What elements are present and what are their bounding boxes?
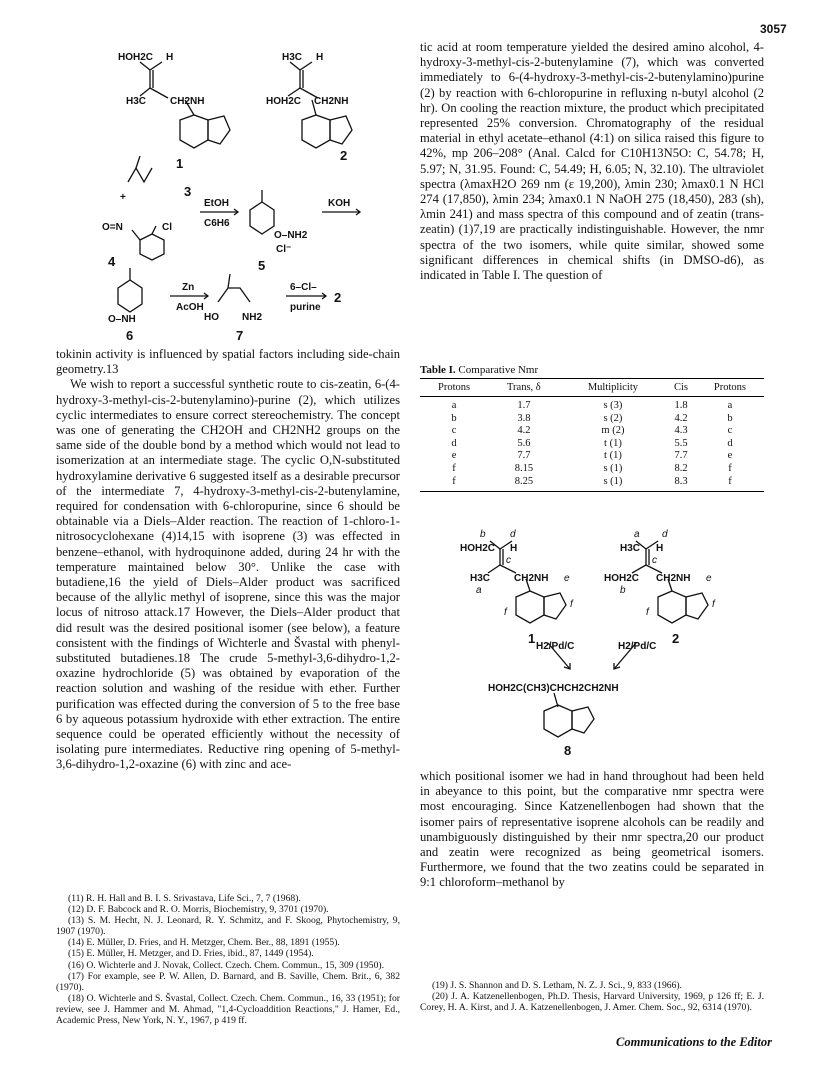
header-protons: Protons [420, 379, 488, 397]
label-h3c-2: H3C [620, 543, 641, 554]
reference: (20) J. A. Katzenellenbogen, Ph.D. Thesis, Harvard University, 1969, p 126 ff; E. J. Corey, H. A. Kirst, and J. A. Katzenellenbogen, J. Amer. Chem. Soc., 92, 6314 (1970). [420, 991, 764, 1014]
proton-letter: d [510, 529, 516, 540]
cell: 1.8 [674, 400, 688, 411]
label-zn: Zn [182, 282, 195, 293]
label-o-nh: O–NH [108, 314, 136, 325]
label-nh2: NH2 [242, 312, 263, 323]
proton-letter: c [652, 555, 657, 566]
compound-label-1: 1 [176, 156, 184, 171]
page-number: 3057 [760, 22, 787, 36]
cell: e [451, 450, 457, 462]
compound-label-7: 7 [236, 328, 244, 343]
proton-letter: d [662, 529, 668, 540]
header-cis: Cis [666, 379, 696, 397]
cell: c [451, 425, 457, 437]
paragraph: which positional isomer we had in hand throughout had been held in abeyance to this point, but the comparative nmr spectra were most encouraging. Since Katzenellenbogen had shown that the isomer pairs of representative isoprene alcohols can be readily and unambiguously distinguished by their nmr spectra,20 our product and zeatin were recognized as being geometrical isomers. Furthermore, we found that the two zeatins could be separated in 9:1 chloroform–methanol by [420, 769, 764, 890]
cell: f [452, 475, 456, 487]
header-multiplicity: Multiplicity [560, 379, 666, 397]
table-row [420, 450, 764, 463]
cell: b [451, 412, 457, 424]
paragraph: We wish to report a successful synthetic route to cis-zeatin, 6-(4-hydroxy-3-methyl-cis-2-butenylamino)-purine (2), which utilizes cyclic intermediates to ensure correct stereochemistry. The concept was one of generating the CH2OH and CH2NH2 groups on the same side of the double bond by a method which would not lead to isomerization at an intermediate stage. The cyclic O,N-substituted hydroxylamine derivative 6 suggested itself as a desirable precursor of the intermediate 7, 4-hydroxy-3-methyl-cis-2-butenylamine, required for condensation with 6-chloropurine, since 6 should be obtainable via a Diels–Alder reaction. The reaction of 1-chloro-1-nitrosocyclohexane (4)14,15 with isoprene (3) was effected in benzene–ethanol, with hydroquinone added, during 24 hr with the temperature maintained below 30°. Unlike the case with butadiene,16 the yield of Diels–Alder product was sacrificed because of the allylic methyl of isoprene, since this was the major locus of nitroso attack.17 However, the Diels–Alder product that did result was the desired positional isomer (see below), a feature consistent with the findings of Wichterle and Švastal with phenyl-substituted butadienes.18 The crude 5-methyl-3,6-dihydro-1,2-oxazine hydrochloride (5) was obtained by evaporation of the reaction solution and washing of the residue with ether. Further purification was effected during the conversion of 5 to the free base 6 by aqueous potassium hydroxide with ether extraction. The entire sequence could be operated efficiently without the necessity of isolating pure intermediates. Reductive ring opening of 5-methyl-3,6-dihydro-1,2-oxazine (6) with zinc and ace- [56, 377, 400, 772]
paragraph: tokinin activity is influenced by spatial factors including side-chain geometry.13 [56, 347, 400, 377]
label-6-cl: 6–Cl– [290, 282, 317, 293]
references-left [56, 893, 400, 1026]
right-column-bottom [420, 769, 764, 891]
proton-letter: c [506, 555, 511, 566]
cell: 7.7 [517, 450, 531, 462]
label-hoh2c: HOH2C [460, 543, 496, 554]
table-caption-label: Table I. [420, 364, 456, 376]
compound-label-6: 6 [126, 328, 134, 343]
proton-letter: f [570, 599, 573, 610]
cell: t (1) [604, 450, 622, 462]
table-caption-text: Comparative Nmr [458, 364, 539, 376]
reference: (13) S. M. Hecht, N. J. Leonard, R. Y. Schmitz, and F. Skoog, Phytochemistry, 9, 1907 (1970). [56, 915, 400, 938]
label-h2-pd-c: H2/Pd/C [536, 641, 575, 652]
table-caption [420, 364, 538, 376]
cell: 5.6 [517, 437, 531, 449]
label-cl-minus: Cl⁻ [276, 244, 292, 255]
label-ch2nh: CH2NH [514, 573, 549, 584]
compound-label-2: 2 [672, 631, 680, 646]
label-purine: purine [290, 302, 321, 313]
proton-letter: a [476, 585, 482, 596]
table-row [420, 413, 764, 426]
cell: 4.2 [674, 412, 688, 424]
cell: 8.2 [674, 462, 688, 474]
compound-label-8: 8 [564, 743, 572, 758]
cell: 4.2 [517, 425, 531, 437]
label-h2-pd-c-2: H2/Pd/C [618, 641, 657, 652]
proton-letter: b [620, 585, 626, 596]
reference: (12) D. F. Babcock and R. O. Morris, Biochemistry, 9, 3701 (1970). [68, 904, 329, 916]
cell: t (1) [604, 437, 622, 449]
proton-letter: f [646, 607, 649, 618]
compound-label-4: 4 [108, 254, 116, 269]
cell: b [727, 412, 733, 424]
proton-letter: f [712, 599, 715, 610]
proton-letter: a [634, 529, 640, 540]
reference: (14) E. Müller, D. Fries, and H. Metzger, Chem. Ber., 88, 1891 (1955). [68, 937, 340, 949]
label-h: H [166, 52, 174, 63]
left-column-body [56, 347, 400, 773]
label-hoh2c: HOH2C [118, 52, 154, 63]
cell: f [728, 462, 732, 474]
label-h: H [510, 543, 518, 554]
label-c6h6: C6H6 [204, 218, 230, 229]
compound-label-3: 3 [184, 184, 192, 199]
cell: f [728, 475, 732, 487]
paragraph: tic acid at room temperature yielded the desired amino alcohol, 4-hydroxy-3-methyl-cis-2-butenylamine (7), which was converted immediately to 6-(4-hydroxy-3-methyl-cis-2-butenylamino)purine (2) by reaction with 6-chloropurine in refluxing n-butyl alcohol (2 hr). On cooling the reaction mixture, the product which precipitated represented 25% conversion. Chromatography of the residual material in ethyl acetate–ethanol (4:1) on silica raised this figure to 42%, mp 206–208° (Anal. Calcd for C10H13N5O: C, 54.78; H, 5.97; N, 31.95. Found: C, 54.49; H, 6.05; N, 32.10). The ultraviolet spectra (λmaxH2O 269 nm (ε 19,200), λmin 230; λmax0.1 N HCl 274 (17,850), λmin 234; λmax0.1 N NaOH 275 (18,450), 283 (sh), λmin 241) and mass spectra of this compound and of zeatin (trans-zeatin) (1)7,19 are practically indistinguishable. However, the nmr spectra of the two isomers, while quite similar, showed some significant differences in chemical shifts (in DMSO-d6), as indicated in Table I. The question of [420, 40, 764, 283]
label-etoh: EtOH [204, 198, 229, 209]
label-ch2nh-2: CH2NH [314, 96, 349, 107]
table-row [420, 476, 764, 492]
compound-label-2b: 2 [334, 290, 342, 305]
label-ho: HO [204, 312, 219, 323]
table-row [420, 463, 764, 476]
label-h-2: H [316, 52, 324, 63]
references-right [420, 980, 764, 1013]
cell: 7.7 [674, 450, 688, 462]
cell: d [451, 437, 457, 449]
proton-letter: e [564, 573, 570, 584]
cell: m (2) [601, 425, 625, 437]
cell: s (1) [603, 462, 623, 474]
label-h3c: H3C [126, 96, 147, 107]
cell: s (1) [603, 475, 623, 487]
cell: 4.3 [674, 425, 688, 437]
plus-sign: + [120, 192, 126, 203]
proton-letter: f [504, 607, 507, 618]
label-o-nh2: O–NH2 [274, 230, 308, 241]
label-ch2nh-2: CH2NH [656, 573, 691, 584]
cell: 8.15 [514, 462, 534, 474]
reference: (18) O. Wichterle and S. Švastal, Collect. Czech. Chem. Commun., 16, 33 (1951); for review, see J. Hammer and M. Ahmad, "1,4-Cycloaddition Reactions," J. Hamer, Ed., Academic Press, New York, N. Y., 1967, p 419 ff. [56, 992, 400, 1027]
header-protons-2: Protons [696, 379, 764, 397]
cell: c [727, 425, 733, 437]
label-cl: Cl [162, 222, 172, 233]
table-header-row [420, 379, 764, 397]
cell: s (2) [603, 412, 623, 424]
right-column-top [420, 40, 764, 283]
label-o-n: O=N [102, 222, 123, 233]
hydrogenation-scheme [420, 515, 764, 760]
header-trans: Trans, δ [488, 379, 560, 397]
table-row [420, 438, 764, 451]
reference: (11) R. H. Hall and B. I. S. Srivastava, Life Sci., 7, 7 (1968). [68, 893, 301, 904]
label-hoh2c-2: HOH2C [604, 573, 640, 584]
proton-letter: b [480, 529, 486, 540]
cell: 8.3 [674, 475, 688, 487]
cell: a [451, 400, 457, 411]
compound-label-5: 5 [258, 258, 266, 273]
label-h3c-2: H3C [282, 52, 303, 63]
label-hoh2c-2: HOH2C [266, 96, 302, 107]
cell: s (3) [603, 400, 623, 411]
cell: f [452, 462, 456, 474]
reference: (19) J. S. Shannon and D. S. Letham, N. Z. J. Sci., 9, 833 (1966). [432, 980, 682, 991]
synthesis-scheme [90, 40, 390, 345]
cell: 3.8 [517, 412, 531, 424]
label-ch2nh: CH2NH [170, 96, 205, 107]
label-acoh: AcOH [176, 302, 204, 313]
reference: (15) E. Müller, H. Metzger, and D. Fries, ibid., 87, 1449 (1954). [68, 948, 314, 960]
journal-section-footer: Communications to the Editor [616, 1035, 772, 1049]
cell: 5.5 [674, 437, 688, 449]
reference: (17) For example, see P. W. Allen, D. Barnard, and B. Saville, Chem. Brit., 6, 382 (1970). [56, 970, 400, 993]
cell: a [727, 400, 733, 411]
compound-label-1: 1 [528, 631, 536, 646]
table-row [420, 425, 764, 438]
compound-label-2: 2 [340, 148, 348, 163]
cell: 8.25 [514, 475, 534, 487]
cell: 1.7 [517, 400, 531, 411]
label-h3c: H3C [470, 573, 491, 584]
label-chain-8: HOH2C(CH3)CHCH2CH2NH [488, 683, 619, 694]
table-row [420, 397, 764, 413]
label-koh: KOH [328, 198, 351, 209]
cell: e [727, 450, 733, 462]
cell: d [727, 437, 733, 449]
reference: (16) O. Wichterle and J. Novak, Collect. Czech. Chem. Commun., 15, 309 (1950). [68, 959, 384, 971]
label-h-2: H [656, 543, 664, 554]
proton-letter: e [706, 573, 712, 584]
nmr-table [420, 378, 764, 492]
